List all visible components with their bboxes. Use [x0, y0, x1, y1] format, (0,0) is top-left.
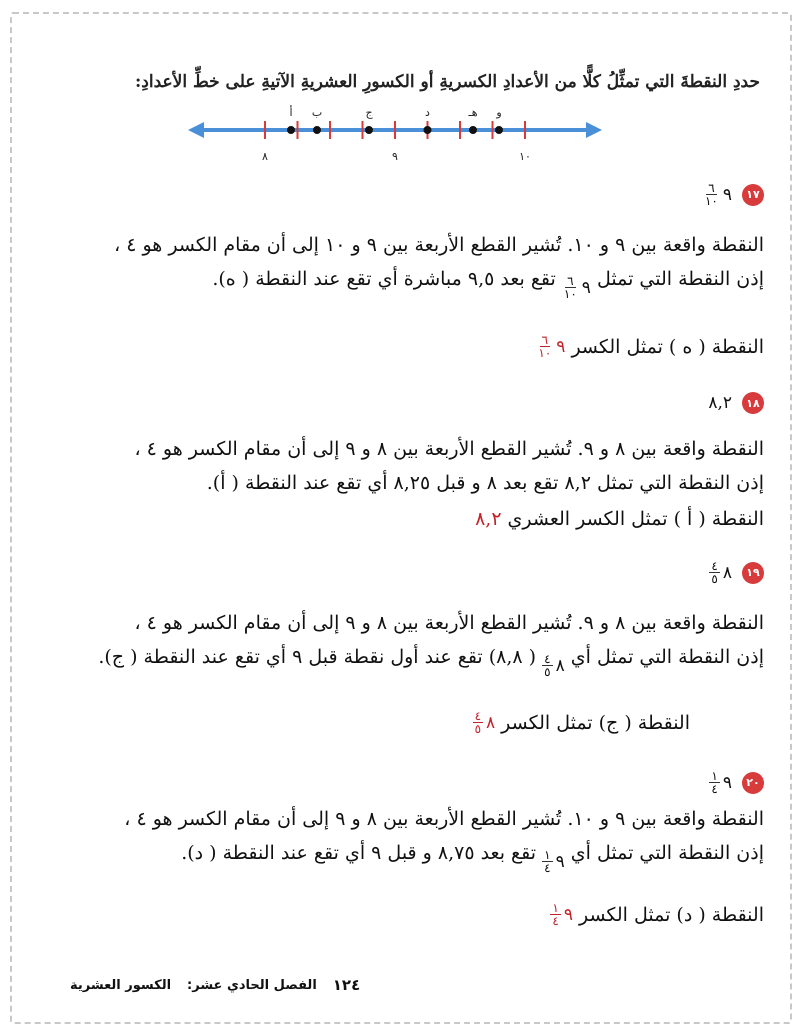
- mixed-number: $\frac{١}{٤}$ ٩: [544, 848, 565, 875]
- problem-number-badge: ١٩: [742, 562, 764, 584]
- point-label: و: [496, 106, 502, 119]
- explanation-line: إذن النقطة التي تمثل أي $\frac{١}{٤}$ ٩ تقع بعد ٨,٧٥ و قبل ٩ أي تقع عند النقطة ( د).: [34, 836, 764, 879]
- problem-20-header: [709, 770, 764, 795]
- numerator: ٦: [708, 181, 715, 195]
- tick-label: ٩: [392, 150, 398, 163]
- answer-decimal: ٨,٢: [475, 508, 502, 530]
- number-line-point: [424, 126, 432, 134]
- problem-19-explanation: [34, 606, 764, 683]
- point-label: ج: [365, 106, 373, 119]
- mixed-number: $\frac{٦}{١٠}$ ٩: [563, 274, 591, 301]
- problem-number-badge: ٢٠: [742, 772, 764, 794]
- problem-19-answer: النقطة ( ج) تمثل الكسر $\frac{٤}{٥}$ ٨: [474, 709, 690, 736]
- number-line-point: [495, 126, 503, 134]
- explanation-line: النقطة واقعة بين ٨ و ٩. تُشير القطع الأربعة بين ٨ و ٩ إلى أن مقام الكسر هو ٤ ،: [134, 438, 764, 460]
- number-line-point: [287, 126, 295, 134]
- explanation-line: إذن النقطة التي تمثل أي $\frac{٤}{٥}$ ٨ ( ٨,٨) تقع عند أول نقطة قبل ٩ أي تقع عند النقطة ( ج).: [34, 640, 764, 683]
- problem-18-explanation: [34, 432, 764, 500]
- chapter-label: الفصل الحادي عشر:: [187, 977, 317, 993]
- decimal-value: ٨,٢: [708, 393, 732, 413]
- mixed-number: $\frac{١}{٤}$ ٩: [711, 769, 732, 796]
- explanation-line: النقطة واقعة بين ٩ و ١٠. تُشير القطع الأربعة بين ٨ و ٩ إلى أن مقام الكسر هو ٤ ،: [124, 808, 764, 830]
- left-arrow-icon: [188, 122, 204, 138]
- page-footer: [70, 976, 360, 994]
- problem-17-answer: النقطة ( ه ) تمثل الكسر $\frac{٦}{١٠}$ ٩: [538, 333, 764, 360]
- explanation-line: إذن النقطة التي تمثل $\frac{٦}{١٠}$ ٩ تقع بعد ٩,٥ مباشرة أي تقع عند النقطة ( ه).: [34, 262, 764, 305]
- point-label: أ: [289, 106, 293, 119]
- problem-19-header: [709, 560, 764, 585]
- exercise-instruction: حددِ النقطةَ التي تمثِّلُ كلًّا من الأعدادِ الكسريةِ أو الكسورِ العشريةِ الآتيةِ على خطِّ الأعدادِ:: [135, 72, 760, 92]
- problem-number-badge: ١٧: [742, 184, 764, 206]
- explanation-line: إذن النقطة التي تمثل ٨,٢ تقع بعد ٨ و قبل ٨,٢٥ أي تقع عند النقطة ( أ).: [206, 472, 764, 494]
- tick-label: ١٠: [519, 150, 531, 163]
- problem-number-badge: ١٨: [742, 392, 764, 414]
- problem-20-explanation: [34, 802, 764, 879]
- point-label: د: [425, 106, 430, 119]
- explanation-line: النقطة واقعة بين ٨ و ٩. تُشير القطع الأربعة بين ٨ و ٩ إلى أن مقام الكسر هو ٤ ،: [134, 612, 764, 634]
- explanation-line: النقطة واقعة بين ٩ و ١٠. تُشير القطع الأربعة بين ٩ و ١٠ إلى أن مقام الكسر هو ٤ ،: [114, 234, 764, 256]
- number-line-point: [365, 126, 373, 134]
- chapter-title: الكسور العشرية: [70, 977, 172, 993]
- problem-18-header: [708, 392, 764, 414]
- mixed-number: $\frac{٤}{٥}$ ٨: [711, 559, 732, 586]
- page-number: ١٢٤: [332, 976, 361, 994]
- problem-17-header: [703, 182, 764, 207]
- point-label: ب: [311, 106, 323, 119]
- tick-label: ٨: [262, 150, 268, 163]
- answer-mixed-number: $\frac{١}{٤}$ ٩: [552, 901, 573, 928]
- answer-mixed-number: $\frac{٤}{٥}$ ٨: [474, 709, 496, 736]
- problem-17-explanation: [34, 228, 764, 305]
- number-line-point: [313, 126, 321, 134]
- point-label: هـ: [468, 106, 478, 119]
- problem-18-answer: النقطة ( أ ) تمثل الكسر العشري ٨,٢: [475, 508, 764, 530]
- answer-mixed-number: $\frac{٦}{١٠}$ ٩: [538, 333, 566, 360]
- fraction: [703, 182, 720, 207]
- number-line-point: [469, 126, 477, 134]
- whole-part: ٩: [722, 184, 732, 205]
- right-arrow-icon: [586, 122, 602, 138]
- denominator: ١٠: [704, 194, 718, 208]
- problem-20-answer: النقطة ( د) تمثل الكسر $\frac{١}{٤}$ ٩: [552, 901, 764, 928]
- mixed-number: [703, 182, 732, 207]
- number-line: [180, 100, 610, 170]
- mixed-number: $\frac{٤}{٥}$ ٨: [544, 652, 565, 679]
